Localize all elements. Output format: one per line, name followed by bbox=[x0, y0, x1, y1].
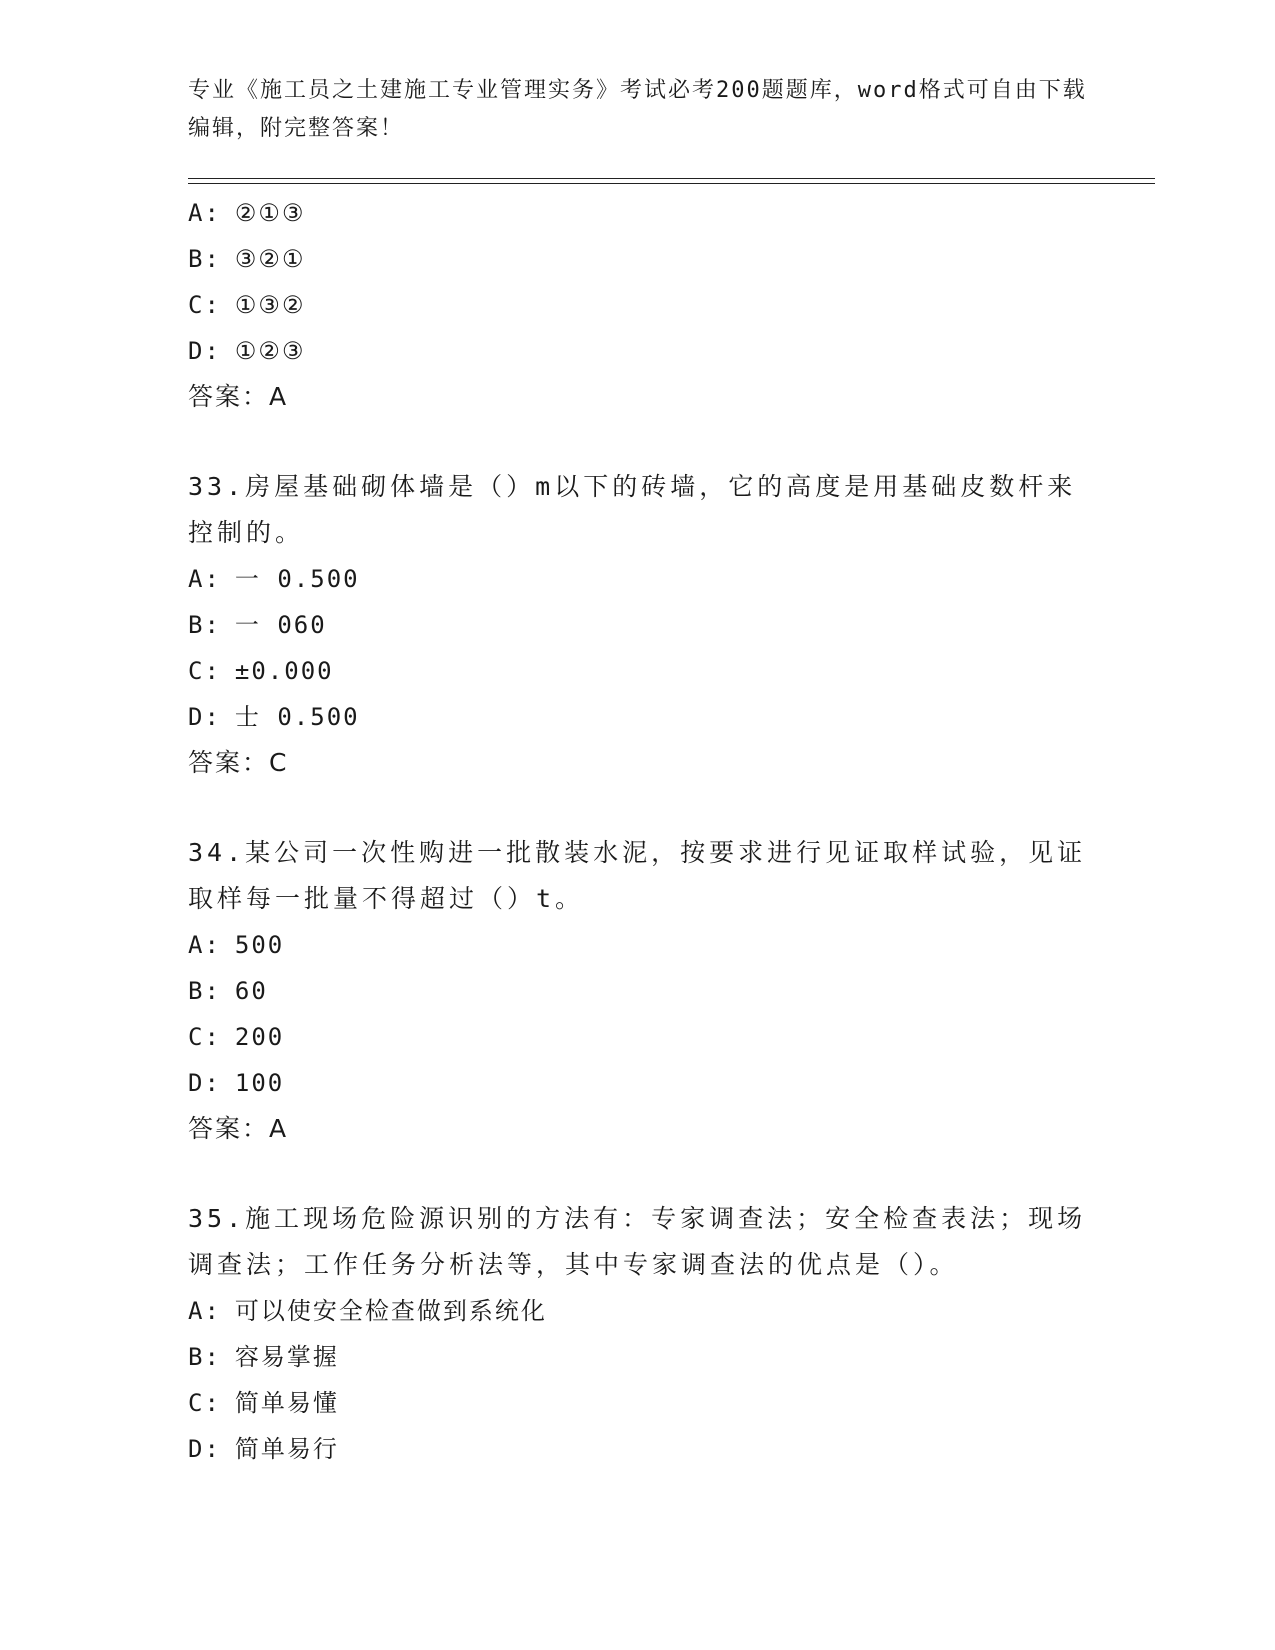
question-34 bbox=[188, 830, 1088, 1152]
option-text: 一 060 bbox=[234, 611, 327, 639]
option-letter: A: bbox=[188, 931, 221, 959]
option-text: 士 0.500 bbox=[234, 703, 360, 731]
option-text: 500 bbox=[234, 931, 285, 959]
answer-line bbox=[188, 740, 1088, 786]
option-d bbox=[188, 1060, 1088, 1106]
answer-label: 答案： bbox=[188, 1114, 270, 1143]
option-text: 容易掌握 bbox=[234, 1343, 339, 1371]
answer-label: 答案： bbox=[188, 382, 270, 411]
option-letter: B: bbox=[188, 611, 221, 639]
option-b bbox=[188, 968, 1088, 1014]
option-letter: D: bbox=[188, 1069, 221, 1097]
option-text: 可以使安全检查做到系统化 bbox=[234, 1297, 547, 1325]
question-number: 33. bbox=[188, 472, 246, 501]
question-32 bbox=[188, 190, 1088, 420]
option-letter: B: bbox=[188, 977, 221, 1005]
question-text bbox=[188, 464, 1088, 556]
question-list bbox=[188, 190, 1088, 1472]
question-number: 35. bbox=[188, 1204, 246, 1233]
option-b bbox=[188, 1334, 1088, 1380]
option-c bbox=[188, 648, 1088, 694]
option-d bbox=[188, 328, 1088, 374]
option-letter: D: bbox=[188, 337, 221, 365]
question-number: 34. bbox=[188, 838, 246, 867]
answer-value: A bbox=[269, 382, 289, 411]
option-d bbox=[188, 694, 1088, 740]
option-text: 60 bbox=[234, 977, 268, 1005]
option-c bbox=[188, 282, 1088, 328]
option-a bbox=[188, 190, 1088, 236]
question-text bbox=[188, 1196, 1088, 1288]
option-text: 200 bbox=[234, 1023, 285, 1051]
option-letter: C: bbox=[188, 1389, 221, 1417]
question-35 bbox=[188, 1196, 1088, 1472]
option-letter: C: bbox=[188, 1023, 221, 1051]
header-rule-top bbox=[188, 178, 1155, 179]
option-text: ±0.000 bbox=[234, 657, 334, 685]
option-d bbox=[188, 1426, 1088, 1472]
header-rule-bottom bbox=[188, 183, 1155, 184]
spacer bbox=[188, 786, 1088, 830]
question-33 bbox=[188, 464, 1088, 786]
option-letter: C: bbox=[188, 657, 221, 685]
answer-value: C bbox=[269, 748, 289, 777]
option-letter: A: bbox=[188, 565, 221, 593]
option-text: 简单易懂 bbox=[234, 1389, 339, 1417]
option-text: ①③② bbox=[234, 291, 306, 319]
spacer bbox=[188, 420, 1088, 464]
answer-label: 答案： bbox=[188, 748, 270, 777]
option-a bbox=[188, 922, 1088, 968]
option-letter: B: bbox=[188, 1343, 221, 1371]
option-text: 简单易行 bbox=[234, 1435, 339, 1463]
spacer bbox=[188, 1152, 1088, 1196]
option-a bbox=[188, 556, 1088, 602]
option-text: ③②① bbox=[234, 245, 306, 273]
option-letter: A: bbox=[188, 199, 221, 227]
answer-line bbox=[188, 1106, 1088, 1152]
option-letter: D: bbox=[188, 1435, 221, 1463]
question-text bbox=[188, 830, 1088, 922]
page-header: 专业《施工员之土建施工专业管理实务》考试必考200题题库，word格式可自由下载编辑，附完整答案！ bbox=[188, 78, 1087, 141]
option-c bbox=[188, 1380, 1088, 1426]
option-b bbox=[188, 602, 1088, 648]
option-letter: A: bbox=[188, 1297, 221, 1325]
option-letter: C: bbox=[188, 291, 221, 319]
option-text: 100 bbox=[234, 1069, 285, 1097]
option-a bbox=[188, 1288, 1088, 1334]
option-c bbox=[188, 1014, 1088, 1060]
answer-line bbox=[188, 374, 1088, 420]
option-letter: D: bbox=[188, 703, 221, 731]
option-text: 一 0.500 bbox=[234, 565, 360, 593]
option-text: ②①③ bbox=[234, 199, 306, 227]
option-b bbox=[188, 236, 1088, 282]
question-body: 施工现场危险源识别的方法有：专家调查法；安全检查表法；现场调查法；工作任务分析法等，其中专家调查法的优点是（）。 bbox=[188, 1204, 1087, 1279]
option-text: ①②③ bbox=[234, 337, 306, 365]
option-letter: B: bbox=[188, 245, 221, 273]
answer-value: A bbox=[269, 1114, 289, 1143]
question-body: 某公司一次性购进一批散装水泥，按要求进行见证取样试验，见证取样每一批量不得超过（）t。 bbox=[188, 838, 1087, 913]
question-body: 房屋基础砌体墙是（）m以下的砖墙，它的高度是用基础皮数杆来控制的。 bbox=[188, 472, 1077, 547]
